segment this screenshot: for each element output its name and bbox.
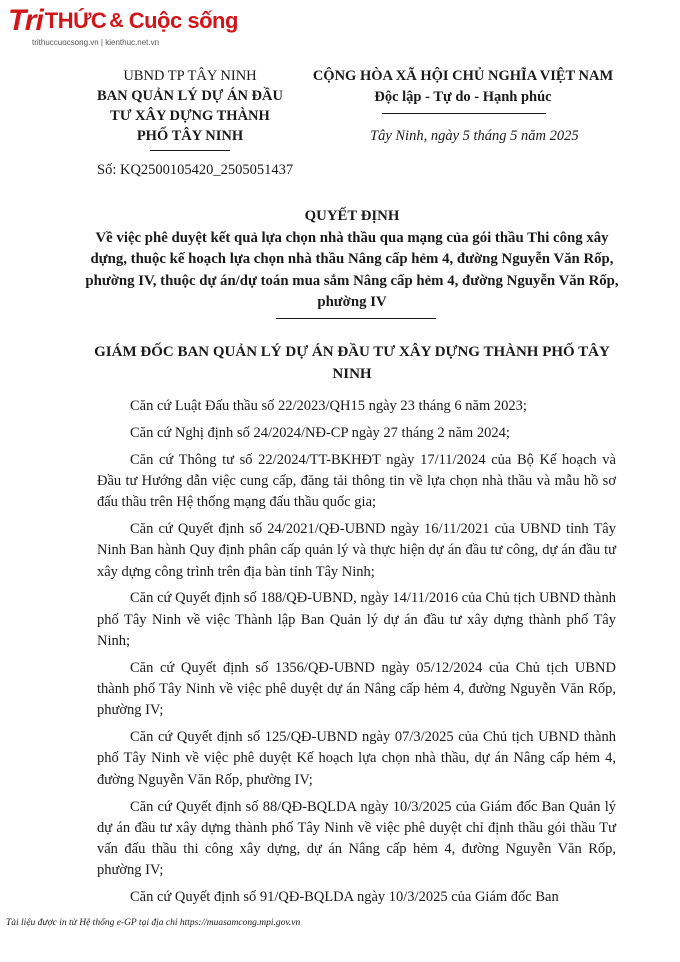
issuing-agency (90, 66, 290, 146)
document-number: Số: KQ2500105420_2505051437 (97, 162, 294, 178)
paragraph: Căn cứ Nghị định số 24/2024/NĐ-CP ngày 27 tháng 2 năm 2024; (130, 424, 510, 441)
agency-line-3: TƯ XÂY DỰNG THÀNH (110, 108, 270, 124)
paragraph: Căn cứ Quyết định số 125/QĐ-UBND ngày 07/3/2025 của Chủ tịch UBND thành phố Tây Ninh về việc phê duyệt Kế hoạch lựa chọn nhà thầu, dự án Nâng cấp hẻm 4, đường Nguyễn Văn Rốp, phường IV; (97, 729, 616, 788)
paragraph: Căn cứ Quyết định số 1356/QĐ-UBND ngày 05/12/2024 của Chủ tịch UBND thành phố Tây Ninh về việc phê duyệt dự án Nâng cấp hẻm 4, đường Nguyễn Văn Rốp, phường IV; (97, 659, 616, 719)
national-motto (298, 66, 628, 108)
paragraph: Căn cứ Quyết định số 88/QĐ-BQLDA ngày 10/3/2025 của Giám đốc Ban Quản lý dự án đầu tư xây dựng thành phố Tây Ninh về việc phê duyệt chỉ định thầu gói thầu Tư vấn đấu thầu thi công xây dựng, dự án Nâng cấp hẻm 4, đường Nguyễn Văn Rốp, phường IV; (97, 798, 616, 879)
motto: Độc lập - Tự do - Hạnh phúc (374, 89, 552, 105)
country-name: CỘNG HÒA XÃ HỘI CHỦ NGHĨA VIỆT NAM (312, 68, 614, 84)
title-underline (276, 318, 436, 319)
site-logo[interactable] (8, 6, 268, 52)
logo-urls: trithuccuocsong.vn | kienthuc.net.vn (32, 38, 160, 47)
agency-line-4: PHỐ TÂY NINH (136, 128, 244, 144)
print-footer: Tài liệu được in từ Hệ thống e-GP tại địa chỉ https://muasamcong.mpi.gov.vn (6, 918, 301, 928)
logo-ampersand: & (109, 9, 124, 32)
paragraph: Căn cứ Quyết định số 188/QĐ-UBND, ngày 14/11/2016 của Chủ tịch UBND thành phố Tây Ninh về việc Thành lập Ban Quản lý dự án đầu tư xây dựng thành phố Tây Ninh; (97, 590, 616, 649)
paragraph: Căn cứ Quyết định số 91/QĐ-BQLDA ngày 10/3/2025 của Giám đốc Ban (130, 889, 559, 906)
logo-mark: Tri (8, 4, 43, 37)
motto-underline (382, 113, 546, 114)
agency-line-2: BAN QUẢN LÝ DỰ ÁN ĐẦU (97, 88, 283, 104)
paragraph: Căn cứ Luật Đấu thầu số 22/2023/QH15 ngày 23 tháng 6 năm 2023; (130, 398, 527, 414)
title-heading: QUYẾT ĐỊNH (304, 208, 400, 224)
logo-name-part2: Cuộc sống (128, 8, 238, 33)
agency-underline (150, 150, 230, 151)
document-body (97, 396, 616, 914)
paragraph: Căn cứ Thông tư số 22/2024/TT-BKHĐT ngày 17/11/2024 của Bộ Kế hoạch và Đầu tư Hướng dẫn việc cung cấp, đăng tải thông tin về lựa chọn nhà thầu và mẫu hồ sơ đấu thầu trên Hệ thống mạng đấu thầu quốc gia; (97, 451, 616, 511)
document-title (80, 206, 624, 314)
title-subject: Về việc phê duyệt kết quả lựa chọn nhà thầu qua mạng của gói thầu Thi công xây dựng, thuộc kế hoạch lựa chọn nhà thầu Nâng cấp hẻm 4, đường Nguyễn Văn Rốp, phường IV, thuộc dự án/dự toán mua sắm Nâng cấp hẻm 4, đường Nguyễn Văn Rốp, phường IV (85, 229, 619, 310)
agency-line-1: UBND TP TÂY NINH (123, 68, 257, 84)
authority-heading: GIÁM ĐỐC BAN QUẢN LÝ DỰ ÁN ĐẦU TƯ XÂY DỰNG THÀNH PHỐ TÂY NINH (94, 344, 610, 382)
logo-name-part1: THỨC (44, 8, 107, 33)
place-date: Tây Ninh, ngày 5 tháng 5 năm 2025 (370, 128, 579, 144)
paragraph: Căn cứ Quyết định số 24/2021/QĐ-UBND ngày 16/11/2021 của UBND tỉnh Tây Ninh Ban hành Quy định phân cấp quản lý và thực hiện dự án đầu tư công, dự án đầu tư xây dựng công trình trên địa bàn tỉnh Tây Ninh; (97, 520, 616, 580)
